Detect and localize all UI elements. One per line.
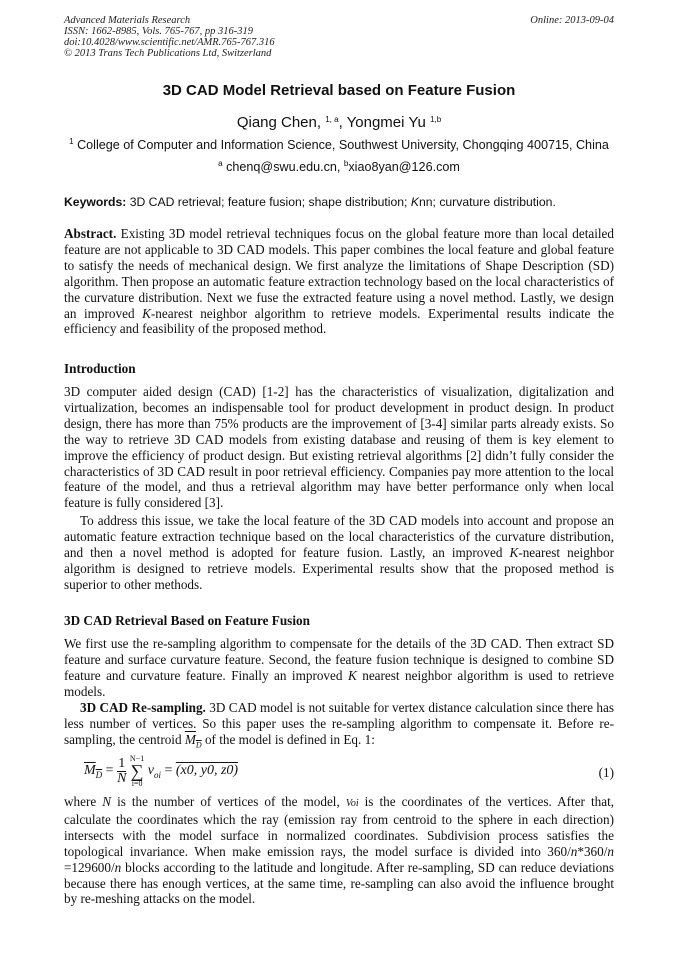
keywords — [64, 195, 614, 209]
eq-lhs — [84, 763, 103, 781]
email-line — [64, 160, 614, 174]
eq-sum-sign: ∑ — [130, 761, 144, 781]
centroid-symbol — [184, 731, 202, 750]
s2-p3-c: is the coordinates of the vertices. After that, calculate the coordinates which the ray (emission ray from centroid to the sphere in each direction) intersects with the model surface in normalized coordinates. Subdivision process satisfies the topological invariance. When make emission rays, the model surface is divided into 360/ — [64, 794, 615, 859]
s2-p2-tail: of the model is defined in Eq. 1: — [204, 731, 375, 747]
section2-heading: 3D CAD Retrieval Based on Feature Fusion — [64, 613, 310, 628]
email-sup-a: a — [218, 159, 223, 168]
abstract-label: Abstract. — [64, 226, 117, 241]
intro-p2-k: K — [509, 544, 519, 560]
section2-paragraph-3 — [64, 794, 614, 907]
section2-paragraph-1 — [64, 636, 614, 700]
eq-equals-2: = — [164, 763, 173, 779]
s2-p1-text-1: We first use the re-sampling algorithm to compensate for the details of the 3D CAD. Then extract SD feature and surface curvature feature. Second, the feature fusion technique is designed to combine SD feature and curvature feature. Finally an improved — [64, 636, 614, 683]
eq-frac-den: N — [117, 770, 127, 786]
s2-p3-n4: n — [114, 859, 122, 875]
issn: ISSN: 1662-8985, Vols. 765-767, pp 316-319 — [64, 26, 253, 37]
eq-lhs-sub: D — [95, 770, 103, 781]
abstract-k: K — [142, 305, 151, 321]
s2-p3-b: is the number of vertices of the model, — [117, 794, 340, 809]
s2-p3-f: blocks according to the latitude and longitude. After re-sampling, SD can reduce deviations because there has enough vertices, at the same time, re-sampling can also avoid the influence brought by re-meshing attacks on the model. — [64, 859, 614, 907]
eq-v: v — [147, 763, 154, 779]
email-b[interactable]: xiao8yan@126.com — [348, 160, 460, 174]
intro-heading: Introduction — [64, 361, 136, 376]
equation-1 — [64, 752, 614, 792]
eq-v-sub: oi — [153, 770, 161, 781]
s2-p3-voi: Voi — [345, 798, 359, 809]
eq-lhs-m: M — [84, 763, 96, 779]
centroid-m: M — [184, 731, 196, 747]
s2-p2-text: 3D CAD model is not suitable for vertex distance calculation since there has less number of vertices. So this paper uses the re-sampling algorithm to compensate it. Before re-sampling, the centroid — [64, 700, 615, 747]
author-sep: , — [338, 114, 343, 131]
journal-name: Advanced Materials Research — [64, 15, 191, 26]
resampling-label: 3D CAD Re-sampling. — [80, 700, 206, 715]
eq-fraction — [117, 757, 126, 786]
intro-paragraph-2 — [64, 513, 614, 593]
email-a[interactable]: chenq@swu.edu.cn, — [226, 160, 341, 174]
author-2: Yongmei Yu — [346, 114, 426, 131]
eq-summation — [130, 754, 144, 788]
running-header — [64, 15, 614, 59]
email-sup-b: b — [343, 159, 349, 168]
intro-p2-text-2: -nearest neighbor algorithm is designed to retrieve models. Experimental results show that the proposed method is superior to other methods. — [64, 544, 614, 592]
eq-sum-top: N−1 — [129, 754, 145, 763]
s2-p3-n: N — [102, 794, 112, 809]
keywords-k: K — [410, 195, 419, 209]
keywords-text-2: nn; curvature distribution. — [418, 195, 556, 209]
equation-body — [84, 754, 238, 788]
equation-number: (1) — [598, 765, 614, 780]
section2-paragraph-2 — [64, 700, 614, 753]
eq-sum-bottom: i=0 — [131, 779, 143, 788]
s2-p3-n3: n — [607, 843, 614, 859]
author-1-sup: 1, a — [325, 115, 339, 124]
s2-p3-a: where — [64, 794, 97, 809]
eq-frac-num: 1 — [118, 755, 126, 771]
intro-paragraph-1: 3D computer aided design (CAD) [1-2] has the characteristics of visualization, digitalization and virtualization, becomes an indispensable tool for product development in product design. In product design, there has more than 75% products are the improvement of [3-4] similar parts already exists. So the way to retrieve 3D CAD models from existing database and reusing of them is key element to improve the efficiency of product design. But existing retrieval algorithms [2] didn’t fully consider the characteristics of 3D CAD result in poor retrieval efficiency. Companies pay more attention to the local feature of the model, and thus a retrieval algorithm may have better performance only when local feature is fully considered [3]. — [64, 384, 614, 511]
centroid-sub: D — [195, 740, 202, 750]
doi: doi:10.4028/www.scientific.net/AMR.765-767.316 — [64, 37, 275, 48]
online-date: Online: 2013-09-04 — [530, 15, 614, 26]
s2-p1-text-2: nearest neighbor algorithm is used to retrieve models. — [64, 667, 614, 699]
abstract-text-2: -nearest neighbor algorithm to retrieve models. Experimental results indicate the efficiency and feasibility of the proposed method. — [64, 305, 614, 337]
s2-p1-k: K — [347, 667, 357, 683]
affiliation — [64, 138, 614, 152]
s2-p3-e: =129600/ — [64, 859, 115, 875]
intro-p2-text-1: To address this issue, we take the local feature of the 3D CAD models into account and propose an automatic feature extraction technique based on the local characteristics of the curvature distribution, and then a novel method is adopted for feature fusion. Lastly, an improved — [64, 513, 614, 560]
s2-p3-d: *360/ — [577, 843, 608, 859]
author-line — [64, 114, 614, 131]
keywords-label: Keywords: — [64, 195, 127, 209]
author-2-sup: 1,b — [430, 115, 442, 124]
keywords-text-1: 3D CAD retrieval; feature fusion; shape distribution; — [129, 195, 408, 209]
eq-equals: = — [105, 763, 114, 779]
affiliation-text: College of Computer and Information Science, Southwest University, Chongqing 400715, China — [77, 138, 609, 152]
paper-page — [64, 0, 614, 959]
copyright: © 2013 Trans Tech Publications Ltd, Switzerland — [64, 48, 272, 59]
paper-title: 3D CAD Model Retrieval based on Feature Fusion — [162, 82, 516, 99]
abstract-text-1: Existing 3D model retrieval techniques focus on the global feature more than local detailed feature are not applicable to 3D CAD models. This paper combines the local feature and global feature to satisfy the needs of mechanical design. We first analyze the limitations of Shape Description (SD) algorithm. Then propose an automatic feature extraction technology based on the local characteristics of the curvature distribution. Next we fuse the extracted feature using a novel method. Lastly, we design an improved — [64, 226, 614, 321]
eq-tuple: (x0, y0, z0) — [175, 763, 239, 779]
s2-p3-n2: n — [570, 843, 578, 859]
abstract — [64, 226, 614, 337]
affiliation-sup: 1 — [69, 137, 74, 146]
author-1: Qiang Chen, — [236, 114, 322, 131]
